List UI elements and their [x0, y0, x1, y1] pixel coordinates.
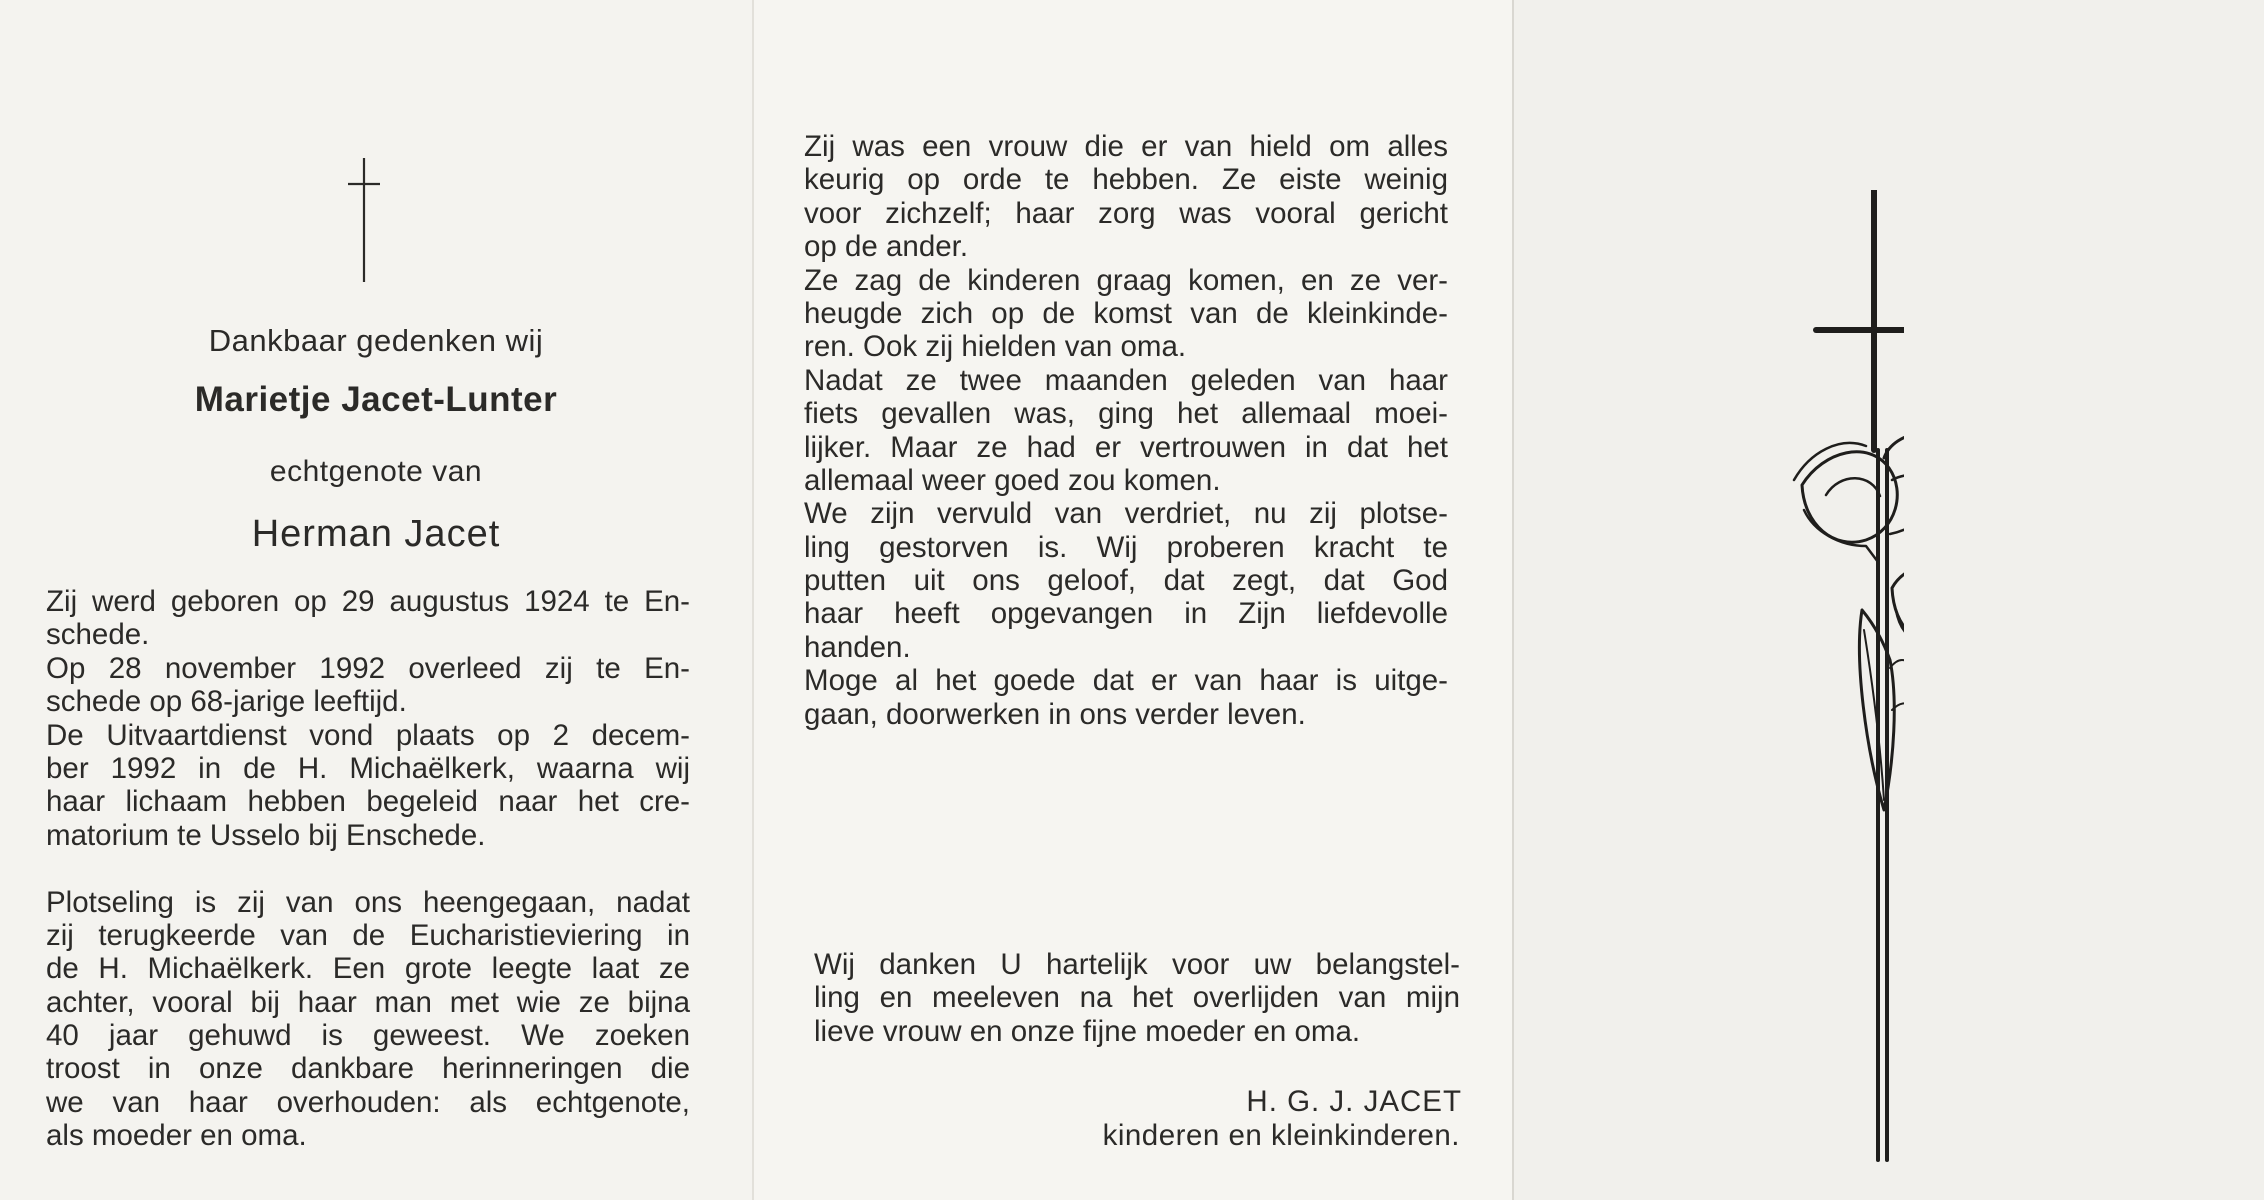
text-line: matorium te Usselo bij Enschede. — [46, 818, 486, 852]
text-line: de H. Michaëlkerk. Een grote leegte laat ze — [46, 952, 690, 986]
text-line: zij terugkeerde van de Eucharistieviering in — [46, 918, 690, 952]
text-line: keurig op orde te hebben. Ze eiste weinig — [804, 163, 1448, 197]
text-line: schede. — [46, 618, 150, 652]
text-line: we van haar overhouden: als echtgenote, — [46, 1085, 690, 1119]
text-line: Op 28 november 1992 overleed zij te En- — [46, 651, 690, 685]
text-line: lijker. Maar ze had er vertrouwen in dat het — [804, 430, 1448, 464]
text-line: De Uitvaartdienst vond plaats op 2 decem- — [46, 718, 690, 752]
text-line: ling en meeleven na het overlijden van mijn — [814, 981, 1460, 1015]
text-line: Nadat ze twee maanden geleden van haar — [804, 363, 1448, 397]
signature-family: kinderen en kleinkinderen. — [1102, 1119, 1460, 1152]
text-line: We zijn vervuld van verdriet, nu zij plotse- — [804, 497, 1448, 531]
text-line: troost in onze dankbare herinneringen die — [46, 1052, 690, 1086]
thanks-text — [814, 948, 1460, 1048]
text-line: op de ander. — [804, 230, 969, 264]
text-line: schede op 68-jarige leeftijd. — [46, 685, 407, 719]
right-panel — [1512, 0, 2264, 1200]
text-line: ber 1992 in de H. Michaëlkerk, waarna wij — [46, 751, 690, 785]
text-line: haar lichaam hebben begeleid naar het cre- — [46, 785, 690, 819]
relation-text: echtgenote van — [269, 455, 483, 488]
text-line: Plotseling is zij van ons heengegaan, nadat — [46, 885, 690, 919]
cross-icon — [346, 158, 382, 282]
text-line: ren. Ook zij hielden van oma. — [804, 330, 1187, 364]
cross-with-poppies-icon — [1644, 190, 1904, 1170]
text-line: voor zichzelf; haar zorg was vooral gericht — [804, 196, 1448, 230]
text-line: haar heeft opgevangen in Zijn liefdevolle — [804, 597, 1448, 631]
text-line: ling gestorven is. Wij proberen kracht te — [804, 530, 1448, 564]
text-line: Zij werd geboren op 29 augustus 1924 te En- — [46, 585, 690, 618]
text-line: fiets gevallen was, ging het allemaal moei- — [804, 397, 1448, 431]
deceased-name: Marietje Jacet-Lunter — [194, 380, 558, 419]
text-line: 40 jaar gehuwd is geweest. We zoeken — [46, 1019, 690, 1053]
text-line: Ze zag de kinderen graag komen, en ze ver- — [804, 263, 1448, 297]
spouse-name: Herman Jacet — [251, 513, 501, 555]
text-line: Wij danken U hartelijk voor uw belangstel- — [814, 948, 1460, 981]
text-line: Moge al het goede dat er van haar is uitge- — [804, 664, 1448, 698]
text-line: handen. — [804, 630, 911, 664]
text-line: Zij was een vrouw die er van hield om alles — [804, 130, 1448, 163]
text-line: gaan, doorwerken in ons verder leven. — [804, 697, 1306, 731]
text-line: als moeder en oma. — [46, 1119, 307, 1153]
intro-text: Dankbaar gedenken wij — [208, 323, 544, 358]
signature-name: H. G. J. JACET — [1246, 1085, 1462, 1118]
text-line: achter, vooral bij haar man met wie ze bijna — [46, 985, 690, 1019]
story-text — [804, 130, 1448, 731]
text-line: putten uit ons geloof, dat zegt, dat God — [804, 564, 1448, 598]
paragraph-gap — [46, 852, 690, 885]
biography-text — [46, 585, 690, 1153]
text-line: heugde zich op de komst van de kleinkinde- — [804, 296, 1448, 330]
left-panel — [0, 0, 752, 1200]
text-line: lieve vrouw en onze fijne moeder en oma. — [814, 1014, 1361, 1048]
text-line: allemaal weer goed zou komen. — [804, 463, 1221, 497]
